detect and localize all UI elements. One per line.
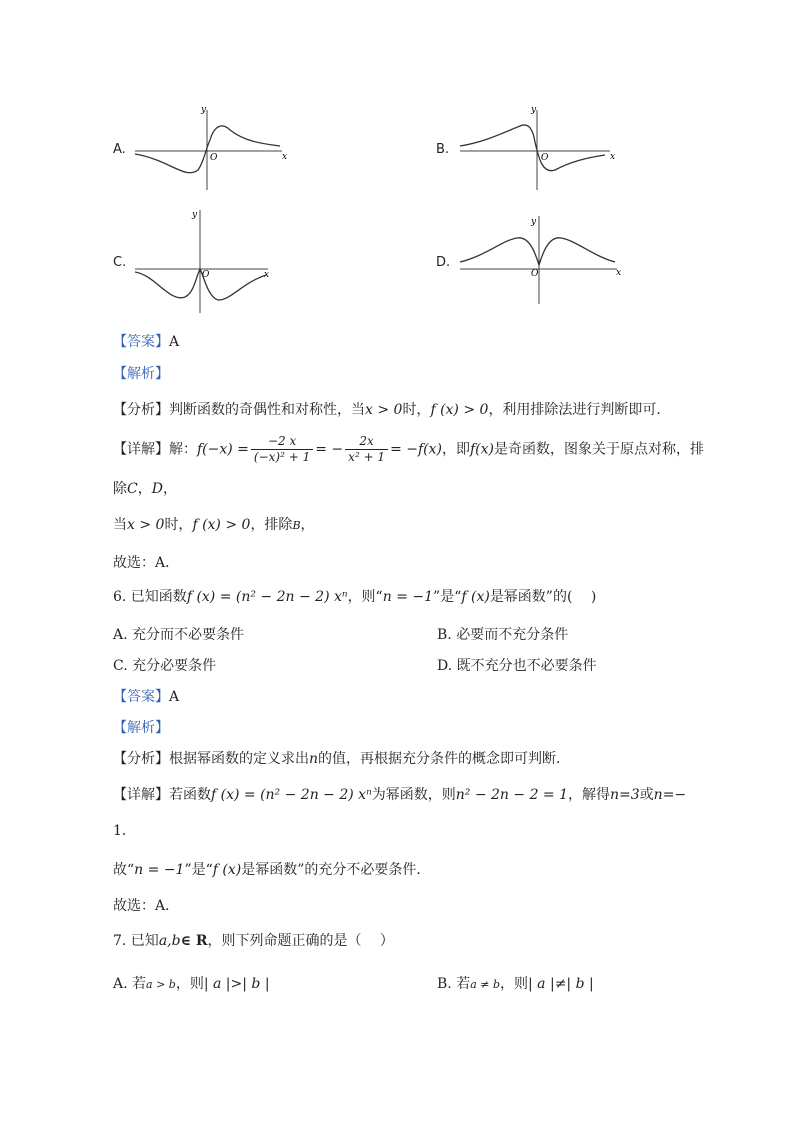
q6-text: ，则“ <box>347 589 383 605</box>
detail-text: ，解得 <box>568 787 611 803</box>
detail-text: 为幂函数，则 <box>371 787 456 803</box>
concl-text: 是幂函数”的充分不必要条件． <box>241 862 431 878</box>
q7-text: 7. 已知 <box>113 933 159 949</box>
q6-detail-cont: 1． <box>113 823 136 839</box>
detail-fx: f (x) = (n² − 2n − 2) xⁿ <box>211 787 372 803</box>
option-ref: D <box>151 481 163 497</box>
q7-stem <box>113 930 394 950</box>
fenxi-condition: x > 0 <box>365 402 403 418</box>
concl-condition: n = −1 <box>134 862 185 878</box>
q7-option-b <box>437 973 594 993</box>
detail-text: 除 <box>113 481 127 497</box>
graph-c <box>130 205 275 317</box>
graph-c-y: y <box>192 210 198 220</box>
q6-detail <box>113 784 686 804</box>
q6-fenxi <box>113 748 570 768</box>
q6-text: ”是“ <box>433 589 462 605</box>
detail-text: 若函数 <box>169 787 211 803</box>
option-math: a ≠ b <box>470 978 501 991</box>
graph-d-y: y <box>531 217 537 227</box>
q5-fenxi <box>113 399 670 419</box>
detail-text: 当 <box>113 517 127 533</box>
detail-tag: 【详解】 <box>113 787 169 803</box>
graph-b-x: x <box>610 152 616 162</box>
q6-choose: 故选：A． <box>113 898 180 914</box>
q6-condition: n = −1 <box>382 589 434 605</box>
detail-eq: = −f(x) <box>390 441 442 458</box>
q6-text: 是幂函数”的( ) <box>489 589 597 605</box>
q7-option-a <box>113 973 270 993</box>
graph-a-y: y <box>201 105 207 115</box>
detail-eq: n² − 2n − 2 = 1 <box>455 787 569 803</box>
fenxi-tag: 【分析】 <box>113 751 169 767</box>
fenxi-fx: f (x) > 0 <box>430 402 489 418</box>
q6-option-a: A. 充分而不必要条件 <box>113 627 245 643</box>
q6-option-d: D. 既不充分也不必要条件 <box>437 658 597 674</box>
fraction-1 <box>251 434 313 465</box>
answer-value: A <box>169 689 180 705</box>
graph-b-y: y <box>531 105 537 115</box>
detail-text: ，即 <box>442 441 470 458</box>
detail-text: 或 <box>639 787 654 803</box>
detail-fx: f (x) > 0 <box>192 517 251 533</box>
q5-choose: 故选：A． <box>113 555 180 571</box>
graph-d-label: D. <box>436 255 451 270</box>
fenxi-var: n <box>309 751 319 767</box>
graph-c-o: O <box>202 270 210 280</box>
graph-c-label: C. <box>113 255 127 270</box>
answer-tag: 【答案】 <box>113 689 169 705</box>
detail-text: ， <box>300 517 315 533</box>
graph-b-label: B. <box>436 142 450 157</box>
q6-answer <box>113 686 179 706</box>
q5-detail-line2 <box>113 478 177 498</box>
answer-value: A <box>169 334 180 350</box>
q5-detail <box>113 434 704 465</box>
q5-answer <box>113 331 179 351</box>
concl-text: 故“ <box>113 862 135 878</box>
option-text: ，则 <box>175 976 204 992</box>
graph-a-label: A. <box>113 142 126 157</box>
fenxi-tag: 【分析】 <box>113 402 169 418</box>
detail-eq: = − <box>315 441 344 458</box>
fraction-2-den: x² + 1 <box>348 450 386 464</box>
option-text: ，则 <box>500 976 529 992</box>
option-math: | a |≠| b | <box>528 976 594 992</box>
fenxi-text: 时， <box>402 402 431 418</box>
q6-fx: f (x) <box>461 589 490 605</box>
option-ref: C <box>127 481 138 497</box>
detail-text: 时， <box>164 517 193 533</box>
graph-d <box>455 212 625 307</box>
detail-text: ，排除 <box>250 517 293 533</box>
concl-text: ”是“ <box>184 862 213 878</box>
graph-d-x: x <box>616 268 622 278</box>
option-math: | a |>| b | <box>203 976 270 992</box>
graph-a-x: x <box>282 152 288 162</box>
option-math: a > b <box>146 978 176 991</box>
q7-text: ，则下列命题正确的是（ ） <box>207 933 394 949</box>
graph-a-o: O <box>210 153 218 163</box>
q6-stem <box>113 586 596 606</box>
graph-b <box>455 100 620 195</box>
fraction-2-num: 2x <box>345 434 388 450</box>
detail-text: ， <box>162 481 177 497</box>
q6-option-c: C. 充分必要条件 <box>113 658 217 674</box>
fraction-1-den: (−x)² + 1 <box>253 450 311 464</box>
option-ref: B <box>292 519 301 532</box>
q7-vars: a,b <box>158 933 181 949</box>
answer-tag: 【答案】 <box>113 334 169 350</box>
fenxi-text: 的值，再根据充分条件的概念即可判断． <box>318 751 571 767</box>
q6-fx: f (x) = (n² − 2n − 2) xⁿ <box>186 589 348 605</box>
fenxi-text: ，利用排除法进行判断即可． <box>488 402 671 418</box>
detail-tag: 【详解】 <box>113 441 169 458</box>
detail-text: 解： <box>169 441 197 458</box>
option-text: A. 若 <box>113 976 147 992</box>
detail-condition: x > 0 <box>127 517 165 533</box>
detail-fx: f(x) <box>470 441 495 458</box>
q5-analysis-tag: 【解析】 <box>113 366 169 382</box>
concl-fx: f (x) <box>212 862 242 878</box>
fenxi-text: 根据幂函数的定义求出 <box>169 751 309 767</box>
q6-text: 6. 已知函数 <box>113 589 187 605</box>
fraction-2 <box>345 434 388 465</box>
graph-d-o: O <box>531 269 539 279</box>
graph-a <box>130 100 290 195</box>
detail-lhs: f(−x) = <box>197 441 249 458</box>
q7-set: ∈ R <box>180 933 208 949</box>
detail-text: 是奇函数，图象关于原点对称，排 <box>494 441 705 458</box>
detail-text: ， <box>137 481 152 497</box>
detail-solution: n=− <box>653 787 687 803</box>
fraction-1-num: −2 x <box>251 434 313 450</box>
graph-b-o: O <box>541 153 549 163</box>
graph-c-x: x <box>264 270 270 280</box>
q6-conclusion <box>113 859 430 879</box>
q6-option-b: B. 必要而不充分条件 <box>437 627 569 643</box>
fenxi-text: 判断函数的奇偶性和对称性，当 <box>169 402 365 418</box>
q6-analysis-tag: 【解析】 <box>113 720 169 736</box>
detail-solution: n=3 <box>610 787 640 803</box>
q5-detail-line3 <box>113 514 315 534</box>
option-text: B. 若 <box>437 976 471 992</box>
